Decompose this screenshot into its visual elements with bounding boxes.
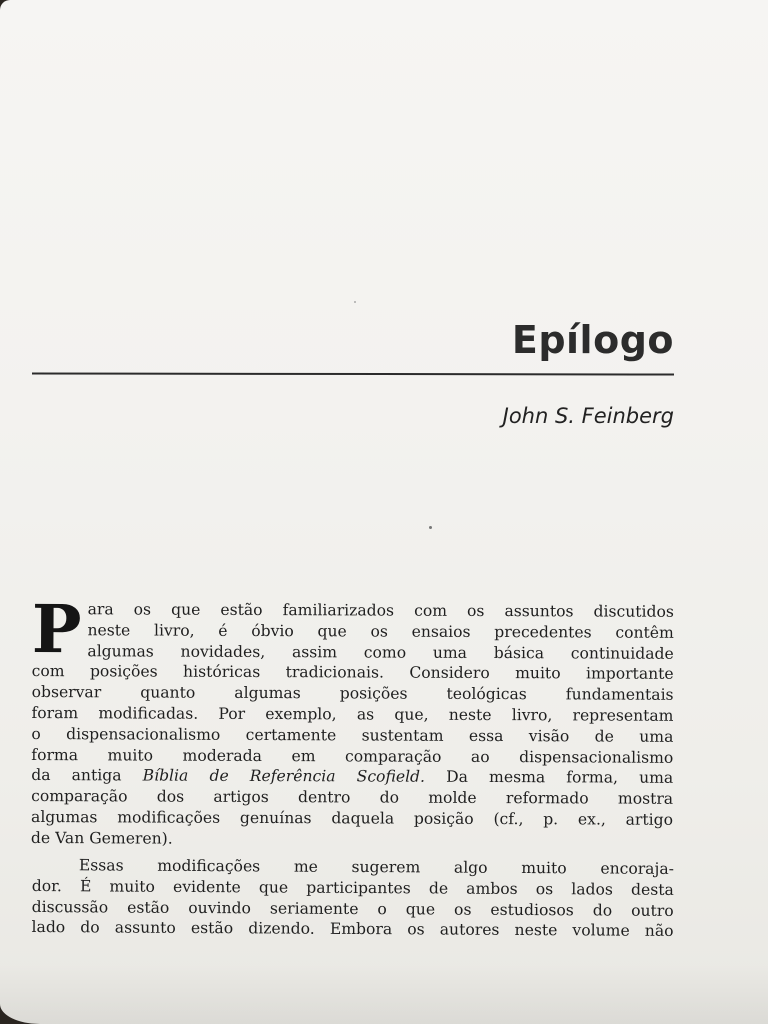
text-line: dor. É muito evidente que participantes de ambos os lados desta [31, 876, 674, 899]
chapter-author: John S. Feinberg [502, 404, 674, 428]
text-line: algumas novidades, assim como uma básica continuidade [87, 641, 674, 663]
text-line: Essas modificações me sugerem algo muito encoraja- [78, 855, 674, 878]
chapter-title: Epílogo [511, 318, 674, 362]
paper-speck [354, 301, 356, 303]
text-line: ara os que estão familiarizados com os assuntos discutidos [87, 600, 674, 621]
text-line: foram modificadas. Por exemplo, as que, neste livro, representam [31, 703, 674, 725]
text-line: algumas modificações genuínas daquela posição (cf., p. ex., artigo [31, 807, 674, 829]
paragraph-2 [31, 855, 673, 942]
text-line: o dispensacionalismo certamente sustentam essa visão de uma [31, 724, 674, 746]
text-line: de Van Gemeren). [30, 828, 173, 848]
text-line: lado do assunto estão dizendo. Embora os autores neste volume não [31, 917, 674, 940]
text-segment: da antiga [31, 766, 143, 785]
paragraph-1 [30, 590, 674, 851]
text-line: discussão estão ouvindo seriamente o que os estudiosos do outro [31, 897, 674, 920]
book-title-italic: Bíblia de Referência Scofield. [142, 766, 426, 787]
text-segment: Da mesma forma, uma [424, 768, 674, 788]
paper-speck [429, 526, 432, 529]
page-shadow [0, 964, 768, 1024]
title-rule [32, 372, 674, 375]
drop-cap: P [31, 590, 82, 669]
text-line: neste livro, é óbvio que os ensaios precedentes contêm [87, 621, 674, 642]
text-line: forma muito moderada em comparação ao dispensacionalismo [31, 745, 674, 767]
body-text [30, 590, 674, 940]
text-line: comparação dos artigos dentro do molde reformado mostra [31, 787, 674, 808]
text-line: observar quanto algumas posições teológicas fundamentais [31, 683, 674, 704]
text-line: com posições históricas tradicionais. Considero muito importante [31, 662, 674, 684]
text-line [31, 765, 673, 789]
